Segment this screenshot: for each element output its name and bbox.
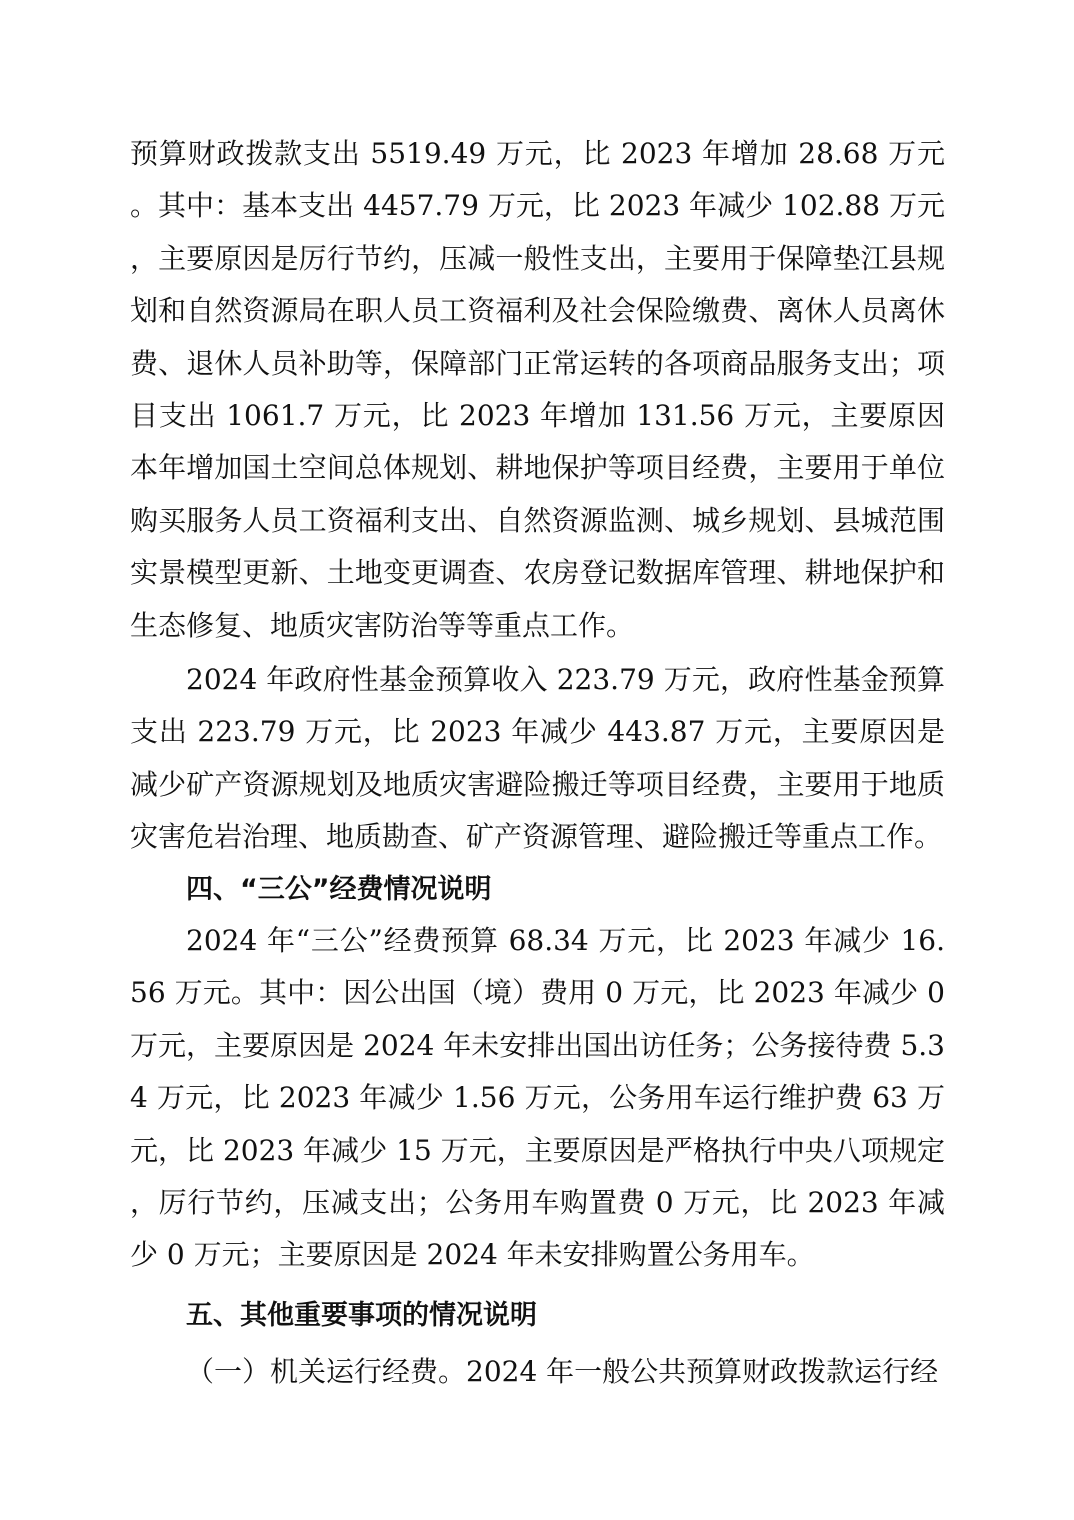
section-heading-three-public-expenses: 四、“三公”经费情况说明 <box>186 874 492 905</box>
government-fund-paragraph: 2024 年政府性基金预算收入 223.79 万元，政府性基金预算支出 223.79 万元，比 2023 年减少 443.87 万元，主要原因是减少矿产资源规划及地质灾害避险搬迁等项目经费，主要用于地质灾害危岩治理、地质勘查、矿产资源管理、避险搬迁等重点工作。 <box>130 663 945 854</box>
budget-expenditure-paragraph: 预算财政拨款支出 5519.49 万元，比 2023 年增加 28.68 万元。其中：基本支出 4457.79 万元，比 2023 年减少 102.88 万元，主要原因是厉行节约，压减一般性支出，主要用于保障垫江县规划和自然资源局在职人员工资福利及社会保险缴费、离休人员离休费、退休人员补助等，保障部门正常运转的各项商品服务支出；项目支出 1061.7 万元，比 2023 年增加 131.56 万元，主要原因本年增加国土空间总体规划、耕地保护等项目经费，主要用于单位购买服务人员工资福利支出、自然资源监测、城乡规划、县城范围实景模型更新、土地变更调查、农房登记数据库管理、耕地保护和生态修复、地质灾害防治等等重点工作。 <box>130 137 945 642</box>
section-heading-other-matters: 五、其他重要事项的情况说明 <box>186 1300 537 1331</box>
operating-cost-paragraph: （一）机关运行经费。2024 年一般公共预算财政拨款运行经 <box>186 1355 939 1388</box>
three-public-expenses-paragraph: 2024 年“三公”经费预算 68.34 万元，比 2023 年减少 16.56 万元。其中：因公出国（境）费用 0 万元，比 2023 年减少 0 万元，主要原因是 2024 年未安排出国出访任务；公务接待费 5.34 万元，比 2023 年减少 1.56 万元，公务用车运行维护费 63 万元，比 2023 年减少 15 万元，主要原因是严格执行中央八项规定，厉行节约，压减支出；公务用车购置费 0 万元，比 2023 年减少 0 万元；主要原因是 2024 年未安排购置公务用车。 <box>130 924 945 1272</box>
